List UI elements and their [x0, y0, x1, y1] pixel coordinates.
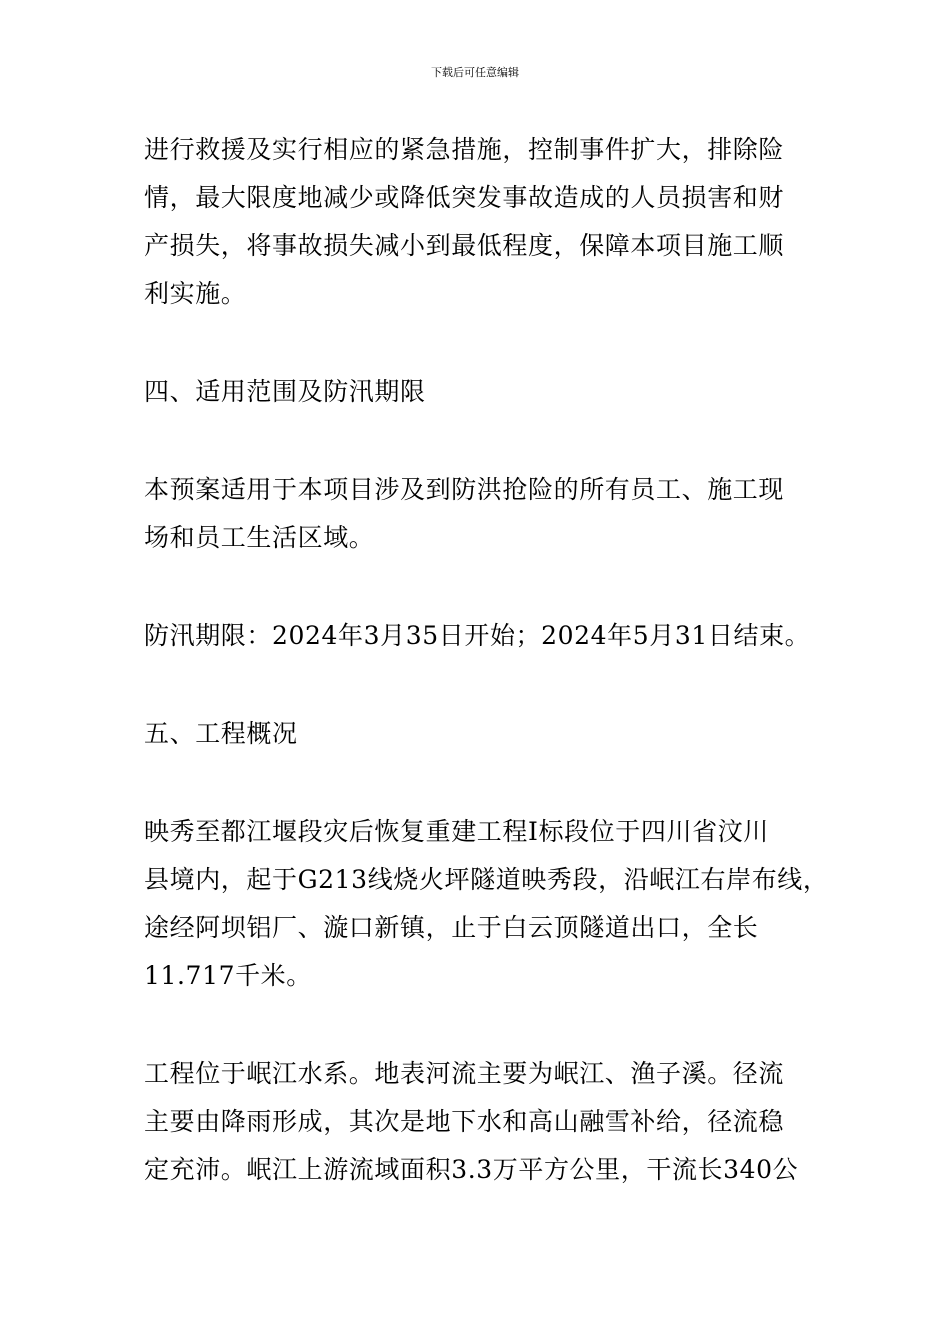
text-line: 工程位于岷江水系。地表河流主要为岷江、渔子溪。径流: [144, 1059, 785, 1088]
text-line: 主要由降雨形成，其次是地下水和高山融雪补给，径流稳: [144, 1107, 785, 1136]
paragraph-gap: [144, 416, 824, 466]
text-line: 场和员工生活区域。: [144, 523, 375, 552]
text-line: 利实施。: [144, 279, 247, 308]
text-line: 县境内，起于G213线烧火坪隧道映秀段，沿岷江右岸布线，: [144, 865, 829, 894]
paragraph-gap: [144, 1000, 824, 1050]
text-line: 产损失，将事故损失减小到最低程度，保障本项目施工顺: [144, 231, 785, 260]
text-line: 本预案适用于本项目涉及到防洪抢险的所有员工、施工现: [144, 475, 785, 504]
paragraph-hydrology: [144, 1050, 824, 1194]
text-line: 映秀至都江堰段灾后恢复重建工程Ⅰ标段位于四川省汶川: [144, 817, 769, 846]
paragraph-gap: [144, 562, 824, 612]
paragraph-gap: [144, 660, 824, 710]
document-body: [144, 126, 829, 1194]
section-heading-scope: [144, 368, 824, 416]
heading-text: 四、适用范围及防汛期限: [144, 377, 426, 406]
text-line: 防汛期限：2024年3月35日开始；2024年5月31日结束。: [144, 621, 811, 650]
text-line: 情，最大限度地减少或降低突发事故造成的人员损害和财: [144, 183, 785, 212]
text-line: 进行救援及实行相应的紧急措施，控制事件扩大，排除险: [144, 135, 785, 164]
paragraph-period: [144, 612, 824, 660]
heading-text: 五、工程概况: [144, 719, 298, 748]
paragraph-overview: [144, 808, 829, 1000]
text-line: 途经阿坝铝厂、漩口新镇，止于白云顶隧道出口，全长: [144, 913, 759, 942]
paragraph-gap: [144, 758, 824, 808]
section-heading-overview: [144, 710, 824, 758]
paragraph-rescue: [144, 126, 824, 318]
page-header: 下载后可任意编辑: [431, 66, 519, 79]
paragraph-scope: [144, 466, 824, 562]
text-line: 11.717千米。: [144, 961, 312, 990]
paragraph-gap: [144, 318, 824, 368]
text-line: 定充沛。岷江上游流域面积3.3万平方公里，干流长340公: [144, 1155, 799, 1184]
